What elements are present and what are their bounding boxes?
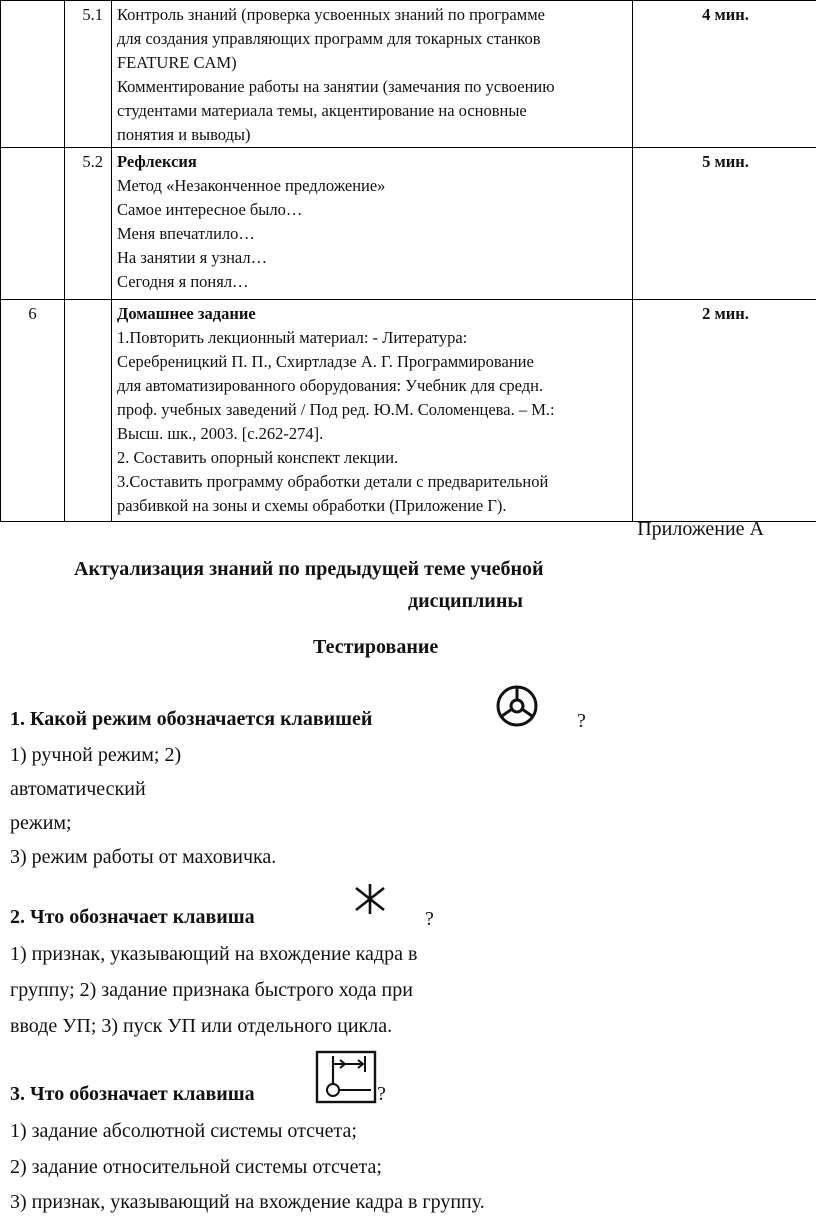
- question-1-title: 1. Какой режим обозначается клавишей: [10, 708, 373, 730]
- row-number: [1, 1, 65, 148]
- row-duration: 4 мин.: [633, 1, 816, 148]
- row-title: Домашнее задание: [117, 304, 256, 323]
- answer-line: 1) задание абсолютной системы отсчета;: [10, 1120, 357, 1142]
- text-line: студентами материала темы, акцентирование на основные: [117, 101, 527, 120]
- question-3-title: 3. Что обозначает клавиша: [10, 1083, 255, 1105]
- text-line: Серебреницкий П. П., Схиртладзе А. Г. Программирование: [117, 352, 534, 371]
- row-number: [1, 148, 65, 300]
- row-subnumber: 5.1: [65, 1, 112, 148]
- text-line: 3.Составить программу обработки детали с предварительной: [117, 472, 549, 491]
- answer-line: 2) задание относительной системы отсчета;: [10, 1156, 382, 1178]
- answer-line: 1) признак, указывающий на вхождение кадра в: [10, 943, 418, 965]
- text-line: Комментирование работы на занятии (замечания по усвоению: [117, 77, 555, 96]
- text-line: Меня впечатлило…: [117, 224, 255, 243]
- asterisk-icon: [352, 882, 388, 916]
- answer-line: 1) ручной режим; 2): [10, 744, 182, 766]
- row-title: Рефлексия: [117, 152, 197, 171]
- page-title-continued: дисциплины: [408, 590, 523, 612]
- row-content: [112, 1, 633, 148]
- table-row: [1, 148, 816, 300]
- row-subnumber: [65, 300, 112, 522]
- text-line: На занятии я узнал…: [117, 248, 268, 267]
- text-line: для создания управляющих программ для токарных станков: [117, 29, 541, 48]
- text-line: Контроль знаний (проверка усвоенных знаний по программе: [117, 5, 545, 24]
- text-line: 2. Составить опорный конспект лекции.: [117, 448, 399, 467]
- answer-line: 3) режим работы от маховичка.: [10, 846, 277, 868]
- text-line: Высш. шк., 2003. [с.262-274].: [117, 424, 324, 443]
- text-line: FEATURE CAM): [117, 53, 237, 72]
- table-row: [1, 300, 816, 522]
- text-line: Самое интересное было…: [117, 200, 303, 219]
- text-line: Сегодня я понял…: [117, 272, 249, 291]
- page-title: Актуализация знаний по предыдущей теме учебной: [74, 558, 544, 580]
- question-2-title: 2. Что обозначает клавиша: [10, 906, 255, 928]
- coordinate-system-icon: [315, 1050, 377, 1104]
- row-content: [112, 148, 633, 300]
- question-1-suffix: ?: [577, 710, 586, 732]
- table-row: [1, 1, 816, 148]
- text-line: проф. учебных заведений / Под ред. Ю.М. Соломенцева. – М.:: [117, 400, 555, 419]
- question-2-suffix: ?: [425, 908, 434, 930]
- text-line: понятия и выводы): [117, 125, 251, 144]
- row-duration: 5 мин.: [633, 148, 816, 300]
- row-content: [112, 300, 633, 522]
- text-line: Метод «Незаконченное предложение»: [117, 176, 386, 195]
- answer-line: 3) признак, указывающий на вхождение кадра в группу.: [10, 1191, 485, 1213]
- row-duration: 2 мин.: [633, 300, 816, 522]
- text-line: разбивкой на зоны и схемы обработки (Приложение Г).: [117, 496, 507, 515]
- section-subtitle: Тестирование: [313, 636, 439, 658]
- row-subnumber: 5.2: [65, 148, 112, 300]
- answer-line: группу; 2) задание признака быстрого хода при: [10, 979, 413, 1001]
- handwheel-icon: [495, 684, 539, 728]
- row-number: 6: [1, 300, 65, 522]
- appendix-label: Приложение А: [637, 518, 764, 540]
- answer-line: режим;: [10, 812, 72, 834]
- text-line: для автоматизированного оборудования: Учебник для средн.: [117, 376, 544, 395]
- lesson-plan-table: [0, 0, 816, 522]
- question-3-suffix: ?: [377, 1083, 386, 1105]
- answer-line: вводе УП; 3) пуск УП или отдельного цикла.: [10, 1015, 393, 1037]
- text-line: 1.Повторить лекционный материал: - Литература:: [117, 328, 468, 347]
- answer-line: автоматический: [10, 778, 146, 800]
